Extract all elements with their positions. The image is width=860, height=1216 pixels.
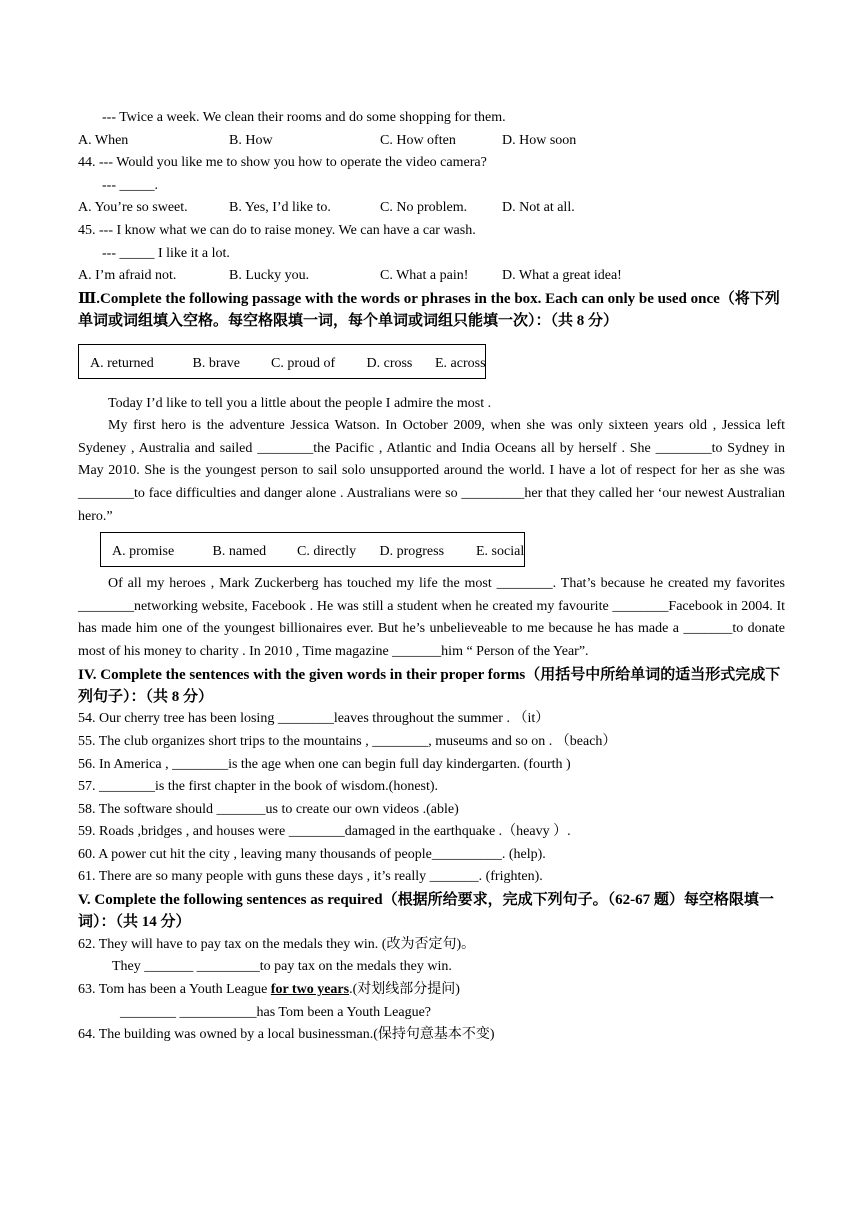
option-a: A. You’re so sweet. xyxy=(78,200,188,216)
question-56: 56. In America , ________is the age when one can begin full day kindergarten. (fourth ) xyxy=(78,756,571,772)
option-c: C. How often xyxy=(380,132,456,148)
option-d: D. Not at all. xyxy=(502,200,575,216)
passage-paragraph-3 xyxy=(78,573,785,663)
word-option: C. directly xyxy=(297,544,357,560)
q43-options xyxy=(78,130,785,153)
question-63 xyxy=(78,979,785,1002)
q43-answer: --- Twice a week. We clean their rooms and do some shopping for them. xyxy=(102,110,506,125)
word-option: B. named xyxy=(212,544,267,560)
passage-paragraph-1 xyxy=(78,393,785,416)
question-63-instruction: .(对划线部分提问) xyxy=(349,982,460,998)
option-d: D. What a great idea! xyxy=(502,268,622,284)
q45-answer: --- _____ I like it a lot. xyxy=(102,245,230,261)
q45-question: 45. --- I know what we can do to raise money. We can have a car wash. xyxy=(78,222,476,238)
question-54: 54. Our cherry tree has been losing ________leaves throughout the summer . （it） xyxy=(78,711,550,727)
word-option: D. cross xyxy=(366,355,413,371)
question-63-text: 63. Tom has been a Youth League xyxy=(78,982,271,998)
question-57: 57. ________is the first chapter in the book of wisdom.(honest). xyxy=(78,779,439,795)
underlined-part: for two years xyxy=(270,982,350,998)
option-c: C. What a pain! xyxy=(380,268,469,284)
question-63-answer: ________ ___________has Tom been a Youth League? xyxy=(120,1004,432,1020)
question-58: 58. The software should _______us to create our own videos .(able) xyxy=(78,801,459,817)
question-61: 61. There are so many people with guns these days , it’s really _______. (frighten). xyxy=(78,869,543,885)
paragraph-text: Today I’d like to tell you a little about the people I admire the most . xyxy=(108,395,492,411)
option-a: A. When xyxy=(78,132,129,148)
word-option: E. across xyxy=(435,355,486,371)
question-55: 55. The club organizes short trips to the mountains , ________, museums and so on . （beach） xyxy=(78,733,617,749)
exam-page xyxy=(78,107,785,1047)
question-60: 60. A power cut hit the city , leaving many thousands of people__________. (help). xyxy=(78,846,546,862)
paragraph-text: Of all my heroes , Mark Zuckerberg has touched my life the most ________. That’s because he created my favorites ________networking website, Facebook . He was still a student when he created my favourite ________Facebook in 2004. It has made him one of the youngest billionaires ever. But he’s unbelieveable to me because he has made a _______to donate most of his money to charity . In 2010 , Time magazine _______him “ Person of the Year”. xyxy=(78,576,785,659)
passage-paragraph-2 xyxy=(78,415,785,528)
word-box-1 xyxy=(78,344,486,379)
q44-options xyxy=(78,197,785,220)
option-b: B. How xyxy=(229,132,273,148)
question-59: 59. Roads ,bridges , and houses were ________damaged in the earthquake .（heavy ）. xyxy=(78,824,571,840)
word-option: B. brave xyxy=(192,355,240,371)
word-option: A. promise xyxy=(112,544,175,560)
option-b: B. Yes, I’d like to. xyxy=(229,200,331,216)
word-option: D. progress xyxy=(379,544,445,560)
question-62: 62. They will have to pay tax on the medals they win. (改为否定句)。 xyxy=(78,936,476,952)
q44-question: 44. --- Would you like me to show you how to operate the video camera? xyxy=(78,155,487,171)
option-c: C. No problem. xyxy=(380,200,468,216)
word-box-2 xyxy=(100,532,525,567)
q44-answer: --- _____. xyxy=(102,177,158,193)
option-a: A. I’m afraid not. xyxy=(78,268,177,284)
question-62-answer: They _______ _________to pay tax on the medals they win. xyxy=(112,959,452,975)
section-5-heading: V. Complete the following sentences as required（根据所给要求，完成下列句子。（62-67 题）每空格限填一词）：（共 14 分） xyxy=(78,892,774,931)
word-option: E. social xyxy=(476,544,525,560)
section-3-heading: Ⅲ.Complete the following passage with the words or phrases in the box. Each can only be used once（将下列单词或词组填入空格。每空格限填一词，每个单词或词组只能填一次）：（共 8 分） xyxy=(78,290,780,330)
word-option: A. returned xyxy=(90,355,154,371)
q45-options xyxy=(78,265,785,288)
section-4-heading: IV. Complete the sentences with the given words in their proper forms（用括号中所给单词的适当形式完成下列句子）：（共 8 分） xyxy=(78,666,781,705)
word-option: C. proud of xyxy=(271,355,336,371)
option-b: B. Lucky you. xyxy=(229,268,310,284)
question-64: 64. The building was owned by a local businessman.(保持句意基本不变) xyxy=(78,1027,495,1043)
paragraph-text: My first hero is the adventure Jessica Watson. In October 2009, when she was only sixteen years old , Jessica left Sydeney , Australia and sailed ________the Pacific , Atlantic and India Oceans all by herself . She ________to Sydney in May 2010. She is the youngest person to sail solo unsupported around the world. I have a lot of respect for her as she was ________to face difficulties and danger alone . Australians were so _________her that they called her ‘our newest Australian hero.” xyxy=(78,418,785,524)
option-d: D. How soon xyxy=(502,132,577,148)
